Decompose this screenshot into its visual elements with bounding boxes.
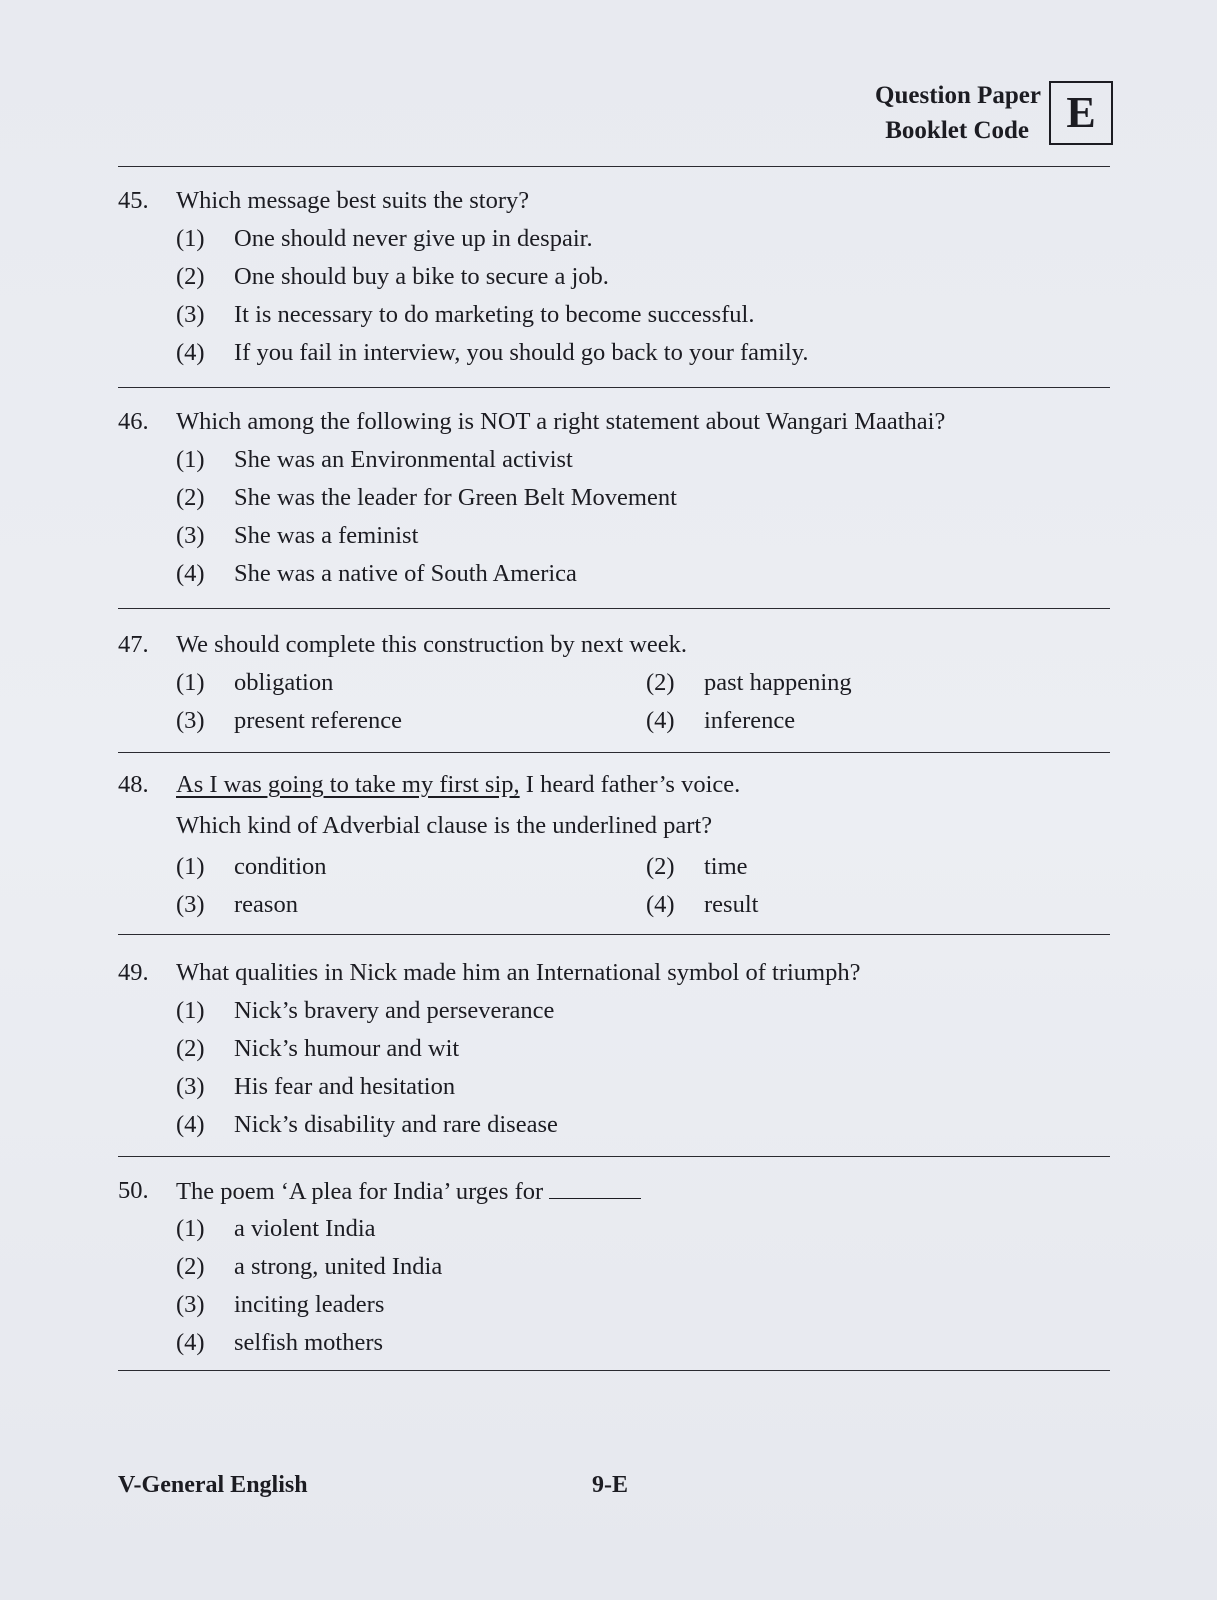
- option: [176, 702, 646, 740]
- option-text: She was a feminist: [234, 522, 419, 549]
- option: [176, 1030, 1110, 1068]
- divider: [118, 1370, 1110, 1371]
- option: [176, 479, 1110, 517]
- option-text: Nick’s humour and wit: [234, 1035, 460, 1062]
- question-text: Which message best suits the story?: [176, 187, 530, 214]
- option-number: (3): [176, 301, 205, 328]
- answer-blank: [549, 1176, 641, 1199]
- option-text: a strong, united India: [234, 1253, 443, 1280]
- option-text: One should never give up in despair.: [234, 225, 593, 252]
- option: [176, 441, 1110, 479]
- option-text: selfish mothers: [234, 1329, 384, 1356]
- option-text: Nick’s disability and rare disease: [234, 1111, 558, 1138]
- question-45: [118, 182, 1110, 372]
- option-text: result: [704, 891, 759, 918]
- option: [176, 555, 1110, 593]
- option-number: (2): [646, 669, 675, 696]
- option-number: (1): [176, 446, 205, 473]
- question-49: [118, 954, 1110, 1144]
- question-number: 47.: [118, 631, 149, 658]
- question-text: What qualities in Nick made him an International symbol of triumph?: [176, 959, 861, 986]
- option: [176, 296, 1110, 334]
- option-text: a violent India: [234, 1215, 376, 1242]
- option-number: (2): [176, 1253, 205, 1280]
- option: [176, 1286, 1110, 1324]
- option: [176, 334, 1110, 372]
- option-text: past happening: [704, 669, 852, 696]
- divider: [118, 1156, 1110, 1157]
- option: [176, 1210, 1110, 1248]
- option: [646, 886, 946, 924]
- booklet-code-line2: Booklet Code: [885, 117, 1029, 144]
- option-number: (3): [176, 707, 205, 734]
- option: [176, 664, 646, 702]
- underlined-clause: As I was going to take my first sip,: [176, 771, 520, 798]
- option-number: (4): [646, 891, 675, 918]
- option-number: (4): [176, 339, 205, 366]
- option-number: (1): [176, 853, 205, 880]
- option-number: (1): [176, 997, 205, 1024]
- option: [176, 848, 646, 886]
- option-number: (1): [176, 1215, 205, 1242]
- option: [176, 1248, 1110, 1286]
- option: [646, 664, 946, 702]
- question-50: [118, 1172, 1110, 1362]
- question-48: [118, 766, 1110, 924]
- footer-page-number: 9-E: [592, 1472, 628, 1498]
- option-number: (2): [176, 1035, 205, 1062]
- question-number: 45.: [118, 187, 149, 214]
- option: [176, 1068, 1110, 1106]
- question-47: [118, 626, 1110, 740]
- option-number: (3): [176, 1073, 205, 1100]
- question-number: 50.: [118, 1177, 149, 1204]
- divider: [118, 608, 1110, 609]
- option: [176, 886, 646, 924]
- booklet-code-header: [875, 78, 1113, 148]
- booklet-code-box: E: [1049, 81, 1113, 145]
- option-number: (2): [646, 853, 675, 880]
- option-number: (1): [176, 225, 205, 252]
- option-text: inciting leaders: [234, 1291, 385, 1318]
- option-number: (3): [176, 1291, 205, 1318]
- question-text: The poem ‘A plea for India’ urges for: [176, 1178, 544, 1205]
- option-text: She was a native of South America: [234, 560, 577, 587]
- option-text: She was the leader for Green Belt Movement: [234, 484, 677, 511]
- option-number: (4): [176, 1329, 205, 1356]
- option-number: (2): [176, 263, 205, 290]
- question-number: 49.: [118, 959, 149, 986]
- option: [176, 220, 1110, 258]
- booklet-code-label: [875, 78, 1041, 148]
- divider: [118, 752, 1110, 753]
- option: [646, 848, 946, 886]
- option-text: reason: [234, 891, 298, 918]
- option-text: It is necessary to do marketing to become successful.: [234, 301, 755, 328]
- divider: [118, 387, 1110, 388]
- option-number: (4): [176, 560, 205, 587]
- question-text: Which among the following is NOT a right statement about Wangari Maathai?: [176, 408, 946, 435]
- option-text: obligation: [234, 669, 334, 696]
- option-number: (2): [176, 484, 205, 511]
- option-text: inference: [704, 707, 796, 734]
- option-text: present reference: [234, 707, 402, 734]
- divider: [118, 934, 1110, 935]
- option-text: One should buy a bike to secure a job.: [234, 263, 609, 290]
- option-text: If you fail in interview, you should go back to your family.: [234, 339, 809, 366]
- option-text: condition: [234, 853, 327, 880]
- question-number: 48.: [118, 771, 149, 798]
- option-text: She was an Environmental activist: [234, 446, 573, 473]
- footer-subject: V-General English: [118, 1472, 308, 1498]
- option: [176, 258, 1110, 296]
- divider: [118, 166, 1110, 167]
- option-number: (4): [646, 707, 675, 734]
- question-text: I heard father’s voice.: [519, 771, 741, 798]
- option-number: (4): [176, 1111, 205, 1138]
- option: [176, 992, 1110, 1030]
- option-text: time: [704, 853, 748, 880]
- option: [646, 702, 946, 740]
- question-number: 46.: [118, 408, 149, 435]
- booklet-code-line1: Question Paper: [875, 82, 1041, 109]
- question-46: [118, 403, 1110, 593]
- question-text: We should complete this construction by next week.: [176, 631, 688, 658]
- option-text: His fear and hesitation: [234, 1073, 456, 1100]
- option-number: (1): [176, 669, 205, 696]
- question-subtext: Which kind of Adverbial clause is the underlined part?: [176, 812, 713, 839]
- option: [176, 517, 1110, 555]
- option-number: (3): [176, 891, 205, 918]
- option: [176, 1324, 1110, 1362]
- option: [176, 1106, 1110, 1144]
- option-number: (3): [176, 522, 205, 549]
- option-text: Nick’s bravery and perseverance: [234, 997, 555, 1024]
